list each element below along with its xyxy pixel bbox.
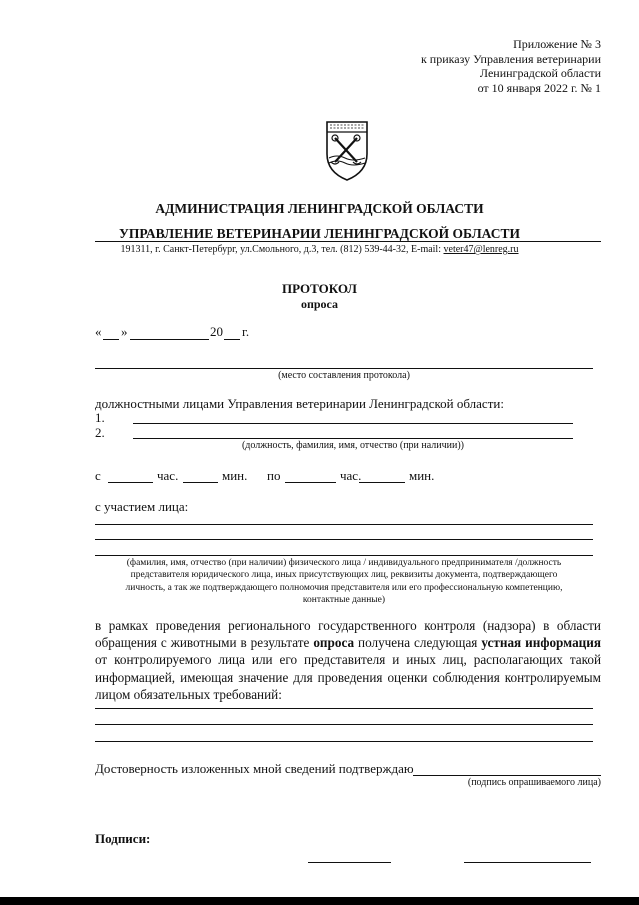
time-minutes-label-1: мин. bbox=[222, 468, 248, 483]
body-bold-1: опроса bbox=[313, 635, 355, 651]
date-close-quote: » bbox=[121, 324, 128, 339]
body-text-2: получена следующая bbox=[354, 635, 482, 651]
protocol-title: ПРОТОКОЛ bbox=[282, 281, 357, 296]
address-text: 191311, г. Санкт-Петербург, ул.Смольного, д.3, тел. (812) 539-44-32, E-mail: bbox=[120, 244, 444, 255]
org-name-veterinary: УПРАВЛЕНИЕ ВЕТЕРИНАРИИ ЛЕНИНГРАДСКОЙ ОБЛАСТИ bbox=[118, 226, 521, 241]
date-open-quote: « bbox=[95, 324, 102, 339]
official-1-field[interactable] bbox=[133, 423, 573, 424]
email-link[interactable]: veter47@lenreg.ru bbox=[443, 244, 519, 255]
signature-field-1[interactable] bbox=[308, 862, 391, 863]
officials-intro: должностными лицами Управления ветеринарии Ленинградской области: bbox=[95, 396, 504, 411]
info-field-3[interactable] bbox=[95, 741, 593, 742]
officials-caption: (должность, фамилия, имя, отчество (при наличии)) bbox=[241, 440, 465, 451]
participant-field-2[interactable] bbox=[95, 539, 593, 540]
confirm-text: Достоверность изложенных мной сведений подтверждаю bbox=[95, 761, 414, 776]
info-field-1[interactable] bbox=[95, 708, 593, 709]
appendix-line-4: от 10 января 2022 г. № 1 bbox=[477, 80, 601, 95]
body-bold-2: устная информация bbox=[481, 635, 601, 651]
respondent-signature-caption: (подпись опрашиваемого лица) bbox=[467, 777, 601, 788]
time-from-hours-field[interactable] bbox=[108, 482, 153, 483]
appendix-line-2: к приказу Управления ветеринарии bbox=[420, 51, 601, 66]
org-address bbox=[0, 244, 639, 255]
appendix-block bbox=[421, 37, 601, 95]
official-2-field[interactable] bbox=[133, 438, 573, 439]
header-rule bbox=[95, 241, 601, 242]
body-paragraph bbox=[95, 617, 601, 703]
participant-field-3[interactable] bbox=[95, 555, 593, 556]
time-to-minutes-field[interactable] bbox=[359, 482, 405, 483]
time-to-label: по bbox=[267, 468, 281, 483]
participant-caption-line-3: личность, а так же подтверждающего полномочия представителя или его профессиональную компетенцию, bbox=[125, 582, 563, 593]
participant-caption bbox=[80, 557, 608, 607]
org-name-administration: АДМИНИСТРАЦИЯ ЛЕНИНГРАДСКОЙ ОБЛАСТИ bbox=[155, 201, 484, 216]
place-caption: (место составления протокола) bbox=[278, 370, 410, 381]
info-field-2[interactable] bbox=[95, 724, 593, 725]
participant-caption-line-4: контактные данные) bbox=[302, 595, 386, 606]
date-year-prefix: 20 bbox=[210, 324, 223, 339]
official-number-2: 2. bbox=[95, 425, 105, 440]
signature-field-2[interactable] bbox=[464, 862, 591, 863]
participant-label: с участием лица: bbox=[95, 499, 189, 514]
scan-bottom-edge bbox=[0, 897, 639, 905]
participant-field-1[interactable] bbox=[95, 524, 593, 525]
date-month-field[interactable] bbox=[130, 339, 209, 340]
time-hours-label-2: час. bbox=[340, 468, 362, 483]
date-year-field[interactable] bbox=[224, 339, 240, 340]
date-year-suffix: г. bbox=[242, 324, 250, 339]
participant-caption-line-1: (фамилия, имя, отчество (при наличии) физического лица / индивидуального предпринимателя /должность bbox=[126, 558, 562, 568]
body-text-3: от контролируемого лица или его представителя и иных лиц, располагающих такой информацией, имеющая значение для проведения оценки соблюдения контролируемым лицом обязательных требований: bbox=[95, 652, 601, 702]
respondent-signature-field[interactable] bbox=[413, 775, 601, 776]
place-field[interactable] bbox=[95, 368, 593, 369]
appendix-line-3: Ленинградской области bbox=[479, 66, 601, 80]
coat-of-arms-emblem bbox=[323, 118, 371, 182]
appendix-line-1: Приложение № 3 bbox=[513, 37, 601, 51]
signatures-label: Подписи: bbox=[95, 831, 151, 846]
official-number-1: 1. bbox=[95, 410, 105, 425]
protocol-subtitle: опроса bbox=[300, 297, 339, 311]
body-text-1: в рамках проведения регионального государственного контроля (надзора) в области обращения с животными в результате bbox=[95, 618, 601, 651]
time-from-label: с bbox=[95, 468, 101, 483]
time-to-hours-field[interactable] bbox=[285, 482, 336, 483]
time-hours-label-1: час. bbox=[157, 468, 179, 483]
time-from-minutes-field[interactable] bbox=[183, 482, 218, 483]
participant-caption-line-2: представителя юридического лица, иных присутствующих лиц, реквизиты документа, подтверждающего bbox=[130, 570, 558, 581]
time-minutes-label-2: мин. bbox=[409, 468, 435, 483]
date-day-field[interactable] bbox=[103, 339, 119, 340]
